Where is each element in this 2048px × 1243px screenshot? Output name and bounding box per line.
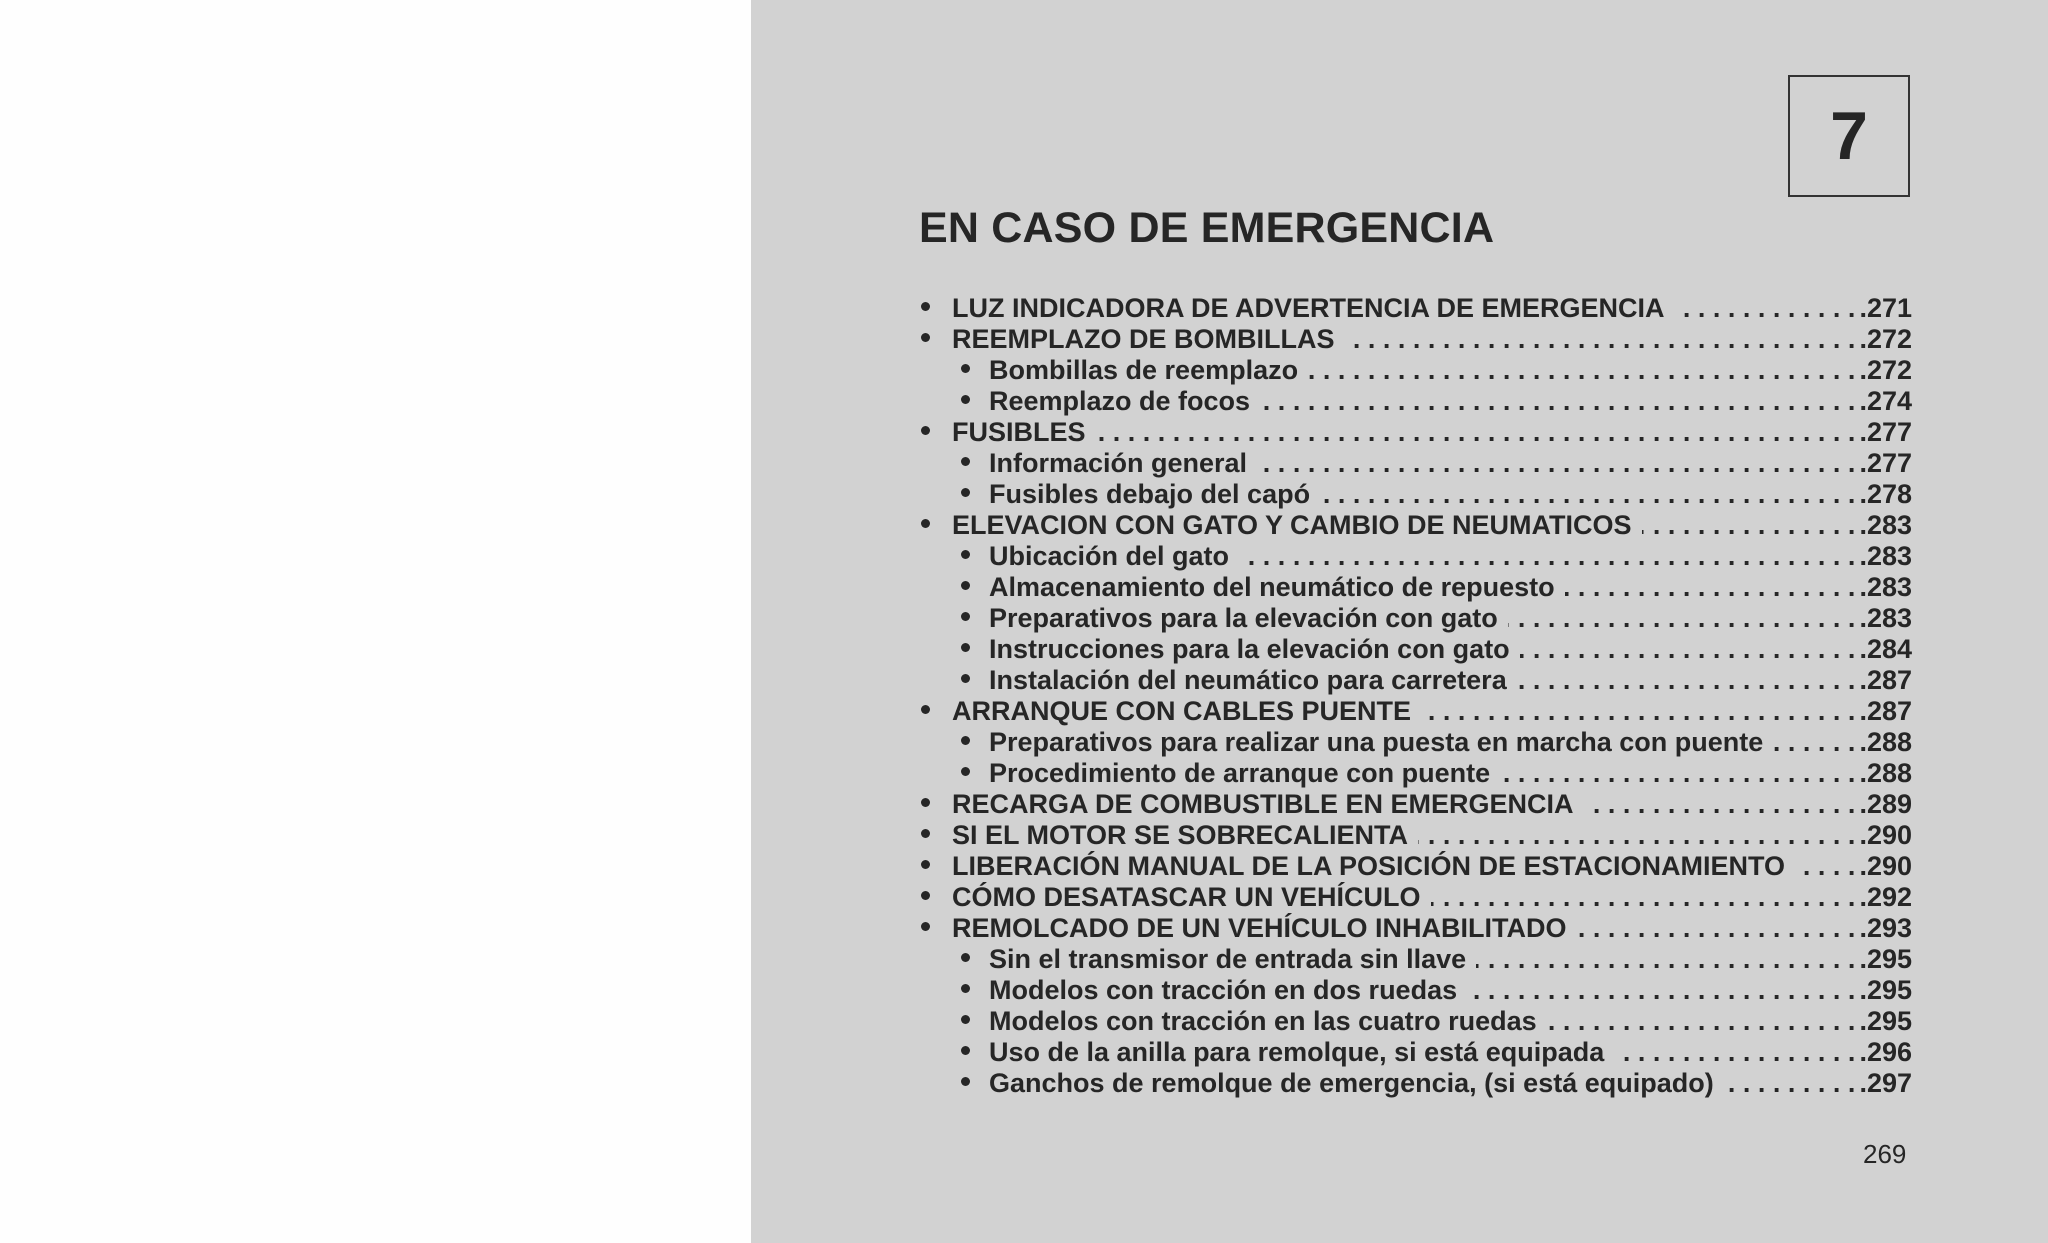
- bullet-icon: [959, 355, 989, 386]
- bullet-icon: [919, 696, 952, 727]
- toc-entry[interactable]: [919, 851, 1912, 882]
- toc-entry-label: Ganchos de remolque de emergencia, (si está equipado): [989, 1068, 1714, 1098]
- toc-entry-label: Uso de la anilla para remolque, si está equipada: [989, 1037, 1605, 1067]
- dot-leader: [1577, 913, 1856, 944]
- toc-entry[interactable]: [919, 820, 1912, 851]
- toc-entry-page: .283: [1859, 572, 1912, 602]
- dot-leader: [1773, 727, 1855, 758]
- toc-entry-label: Reemplazo de focos: [989, 386, 1251, 416]
- toc-entry-label: Almacenamiento del neumático de repuesto: [989, 572, 1555, 602]
- toc-entry-label: Bombillas de reemplazo: [989, 355, 1299, 385]
- toc-subentry[interactable]: [919, 603, 1912, 634]
- toc-subentry[interactable]: [919, 572, 1912, 603]
- toc-entry-page: .287: [1859, 665, 1912, 695]
- toc-subentry[interactable]: [919, 1037, 1912, 1068]
- table-of-contents: [919, 293, 1912, 1099]
- toc-entry[interactable]: [919, 293, 1912, 324]
- toc-entry-page: .283: [1859, 541, 1912, 571]
- toc-subentry[interactable]: [919, 355, 1912, 386]
- dot-leader: [1547, 1006, 1856, 1037]
- toc-subentry[interactable]: [919, 665, 1912, 696]
- toc-subentry[interactable]: [919, 634, 1912, 665]
- toc-entry-page: .290: [1859, 820, 1912, 850]
- dot-leader: [1421, 696, 1855, 727]
- dot-leader: [1260, 386, 1855, 417]
- toc-entry[interactable]: [919, 882, 1912, 913]
- bullet-icon: [959, 1037, 989, 1068]
- toc-entry-label: Instalación del neumático para carretera: [989, 665, 1507, 695]
- bullet-icon: [959, 944, 989, 975]
- dot-leader: [1096, 417, 1856, 448]
- toc-entry-label: Procedimiento de arranque con puente: [989, 758, 1491, 788]
- dot-leader: [1565, 572, 1856, 603]
- dot-leader: [1345, 324, 1856, 355]
- chapter-number: 7: [1830, 98, 1868, 174]
- bullet-icon: [919, 913, 952, 944]
- dot-leader: [1239, 541, 1855, 572]
- toc-page: [751, 0, 2048, 1243]
- toc-entry-page: .287: [1859, 696, 1912, 726]
- bullet-icon: [959, 572, 989, 603]
- toc-subentry[interactable]: [919, 448, 1912, 479]
- bullet-icon: [959, 1006, 989, 1037]
- bullet-icon: [919, 293, 952, 324]
- dot-leader: [1508, 603, 1856, 634]
- toc-entry-label: LIBERACIÓN MANUAL DE LA POSICIÓN DE ESTACIONAMIENTO: [952, 851, 1786, 881]
- dot-leader: [1467, 975, 1855, 1006]
- dot-leader: [1431, 882, 1856, 913]
- toc-entry-label: Información general: [989, 448, 1248, 478]
- toc-entry-label: Instrucciones para la elevación con gato: [989, 634, 1510, 664]
- bullet-icon: [919, 417, 952, 448]
- bullet-icon: [959, 541, 989, 572]
- toc-entry-page: .288: [1859, 758, 1912, 788]
- toc-subentry[interactable]: [919, 975, 1912, 1006]
- dot-leader: [1584, 789, 1856, 820]
- dot-leader: [1320, 479, 1855, 510]
- toc-entry-page: .290: [1859, 851, 1912, 881]
- toc-entry-label: LUZ INDICADORA DE ADVERTENCIA DE EMERGENCIA: [952, 293, 1665, 323]
- toc-entry[interactable]: [919, 324, 1912, 355]
- toc-entry-label: REEMPLAZO DE BOMBILLAS: [952, 324, 1335, 354]
- bullet-icon: [959, 665, 989, 696]
- toc-entry-label: Fusibles debajo del capó: [989, 479, 1311, 509]
- toc-entry-page: .293: [1859, 913, 1912, 943]
- bullet-icon: [959, 603, 989, 634]
- toc-entry-page: .289: [1859, 789, 1912, 819]
- bullet-icon: [959, 479, 989, 510]
- dot-leader: [1614, 1037, 1855, 1068]
- toc-entry-label: SI EL MOTOR SE SOBRECALIENTA: [952, 820, 1409, 850]
- toc-entry-page: .277: [1859, 448, 1912, 478]
- toc-subentry[interactable]: [919, 1006, 1912, 1037]
- toc-entry-label: FUSIBLES: [952, 417, 1086, 447]
- toc-subentry[interactable]: [919, 727, 1912, 758]
- toc-entry-page: .296: [1859, 1037, 1912, 1067]
- toc-entry-page: .277: [1859, 417, 1912, 447]
- toc-entry[interactable]: [919, 417, 1912, 448]
- toc-entry-page: .292: [1859, 882, 1912, 912]
- toc-entry-page: .283: [1859, 603, 1912, 633]
- bullet-icon: [959, 1068, 989, 1099]
- toc-entry-label: Sin el transmisor de entrada sin llave: [989, 944, 1467, 974]
- chapter-title: EN CASO DE EMERGENCIA: [919, 204, 1495, 252]
- toc-entry-page: .274: [1859, 386, 1912, 416]
- toc-entry-label: CÓMO DESATASCAR UN VEHÍCULO: [952, 882, 1421, 912]
- bullet-icon: [959, 758, 989, 789]
- toc-entry-label: ELEVACION CON GATO Y CAMBIO DE NEUMATICOS: [952, 510, 1632, 540]
- bullet-icon: [959, 448, 989, 479]
- toc-entry-label: RECARGA DE COMBUSTIBLE EN EMERGENCIA: [952, 789, 1574, 819]
- page-number: 269: [1863, 1139, 1907, 1169]
- toc-entry-page: .283: [1859, 510, 1912, 540]
- toc-entry-label: Modelos con tracción en las cuatro ruedas: [989, 1006, 1537, 1036]
- dot-leader: [1795, 851, 1855, 882]
- dot-leader: [1418, 820, 1855, 851]
- toc-subentry[interactable]: [919, 541, 1912, 572]
- toc-entry-page: .271: [1859, 293, 1912, 323]
- toc-subentry[interactable]: [919, 479, 1912, 510]
- bullet-icon: [919, 510, 952, 541]
- bullet-icon: [959, 727, 989, 758]
- toc-entry[interactable]: [919, 913, 1912, 944]
- toc-subentry[interactable]: [919, 944, 1912, 975]
- toc-entry[interactable]: [919, 789, 1912, 820]
- bullet-icon: [919, 789, 952, 820]
- bullet-icon: [919, 324, 952, 355]
- bullet-icon: [919, 820, 952, 851]
- toc-entry-page: .295: [1859, 975, 1912, 1005]
- toc-subentry[interactable]: [919, 758, 1912, 789]
- toc-entry-page: .288: [1859, 727, 1912, 757]
- dot-leader: [1500, 758, 1855, 789]
- dot-leader: [1476, 944, 1855, 975]
- dot-leader: [1257, 448, 1855, 479]
- toc-entry-page: .272: [1859, 324, 1912, 354]
- toc-entry-label: REMOLCADO DE UN VEHÍCULO INHABILITADO: [952, 913, 1567, 943]
- bullet-icon: [959, 634, 989, 665]
- toc-entry-label: Ubicación del gato: [989, 541, 1230, 571]
- chapter-number-box: [1788, 75, 1910, 197]
- dot-leader: [1642, 510, 1856, 541]
- toc-entry-label: Modelos con tracción en dos ruedas: [989, 975, 1458, 1005]
- toc-entry-page: .284: [1859, 634, 1912, 664]
- toc-entry-label: Preparativos para realizar una puesta en marcha con puente: [989, 727, 1764, 757]
- toc-entry-page: .278: [1859, 479, 1912, 509]
- toc-entry-page: .295: [1859, 944, 1912, 974]
- bullet-icon: [919, 851, 952, 882]
- blank-left-page: [0, 0, 751, 1243]
- dot-leader: [1517, 665, 1856, 696]
- bullet-icon: [919, 882, 952, 913]
- toc-entry[interactable]: [919, 696, 1912, 727]
- toc-entry-page: .295: [1859, 1006, 1912, 1036]
- bullet-icon: [959, 386, 989, 417]
- dot-leader: [1308, 355, 1855, 386]
- bullet-icon: [959, 975, 989, 1006]
- toc-subentry[interactable]: [919, 1068, 1912, 1099]
- toc-entry-label: Preparativos para la elevación con gato: [989, 603, 1498, 633]
- toc-entry-page: .297: [1859, 1068, 1912, 1098]
- toc-subentry[interactable]: [919, 386, 1912, 417]
- dot-leader: [1520, 634, 1856, 665]
- toc-entry-label: ARRANQUE CON CABLES PUENTE: [952, 696, 1412, 726]
- toc-entry[interactable]: [919, 510, 1912, 541]
- dot-leader: [1675, 293, 1856, 324]
- toc-entry-page: .272: [1859, 355, 1912, 385]
- dot-leader: [1724, 1068, 1856, 1099]
